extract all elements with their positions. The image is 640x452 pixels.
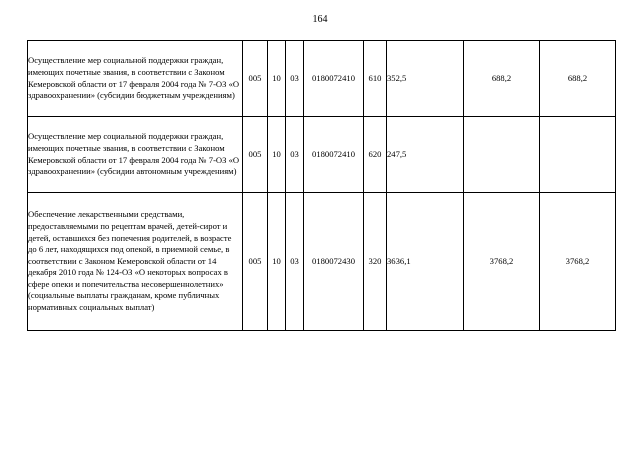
target-article-code: 0180072410 — [304, 117, 364, 193]
table-row — [28, 117, 616, 193]
amount-year-1: 352,5 — [387, 41, 464, 117]
section-code: 10 — [268, 41, 286, 117]
page-number: 164 — [312, 14, 328, 25]
amount-year-3 — [540, 117, 616, 193]
ministry-code: 005 — [243, 41, 268, 117]
expense-type-code: 610 — [364, 41, 387, 117]
ministry-code: 005 — [243, 117, 268, 193]
table-row — [28, 193, 616, 331]
row-description: Осуществление мер социальной поддержки граждан, имеющих почетные звания, в соответствии с Законом Кемеровской области от 17 февраля 2004 года № 7-ОЗ «О здравоохранении» (субсидии бюджетным учреждениям) — [28, 41, 243, 117]
amount-year-1: 3636,1 — [387, 193, 464, 331]
subsection-code: 03 — [286, 193, 304, 331]
subsection-code: 03 — [286, 117, 304, 193]
expense-type-code: 320 — [364, 193, 387, 331]
table-row — [28, 41, 616, 117]
amount-year-2: 3768,2 — [464, 193, 540, 331]
row-description: Обеспечение лекарственными средствами, предоставляемыми по рецептам врачей, детей-сирот и детей, оставшихся без попечения родителей, в возрасте до 6 лет, находящихся под опекой, в приемной семье, в соответствии с Законом Кемеровской области от 14 декабря 2010 года № 124-ОЗ «О некоторых вопросах в сфере опеки и попечительства несовершеннолетних» (социальные выплаты гражданам, кроме публичных нормативных социальных выплат) — [28, 193, 243, 331]
target-article-code: 0180072430 — [304, 193, 364, 331]
budget-table — [27, 40, 616, 331]
amount-year-3: 3768,2 — [540, 193, 616, 331]
amount-year-3: 688,2 — [540, 41, 616, 117]
ministry-code: 005 — [243, 193, 268, 331]
amount-year-1: 247,5 — [387, 117, 464, 193]
amount-year-2 — [464, 117, 540, 193]
expense-type-code: 620 — [364, 117, 387, 193]
row-description: Осуществление мер социальной поддержки граждан, имеющих почетные звания, в соответствии с Законом Кемеровской области от 17 февраля 2004 года № 7-ОЗ «О здравоохранении» (субсидии автономным учреждениям) — [28, 117, 243, 193]
section-code: 10 — [268, 117, 286, 193]
section-code: 10 — [268, 193, 286, 331]
target-article-code: 0180072410 — [304, 41, 364, 117]
subsection-code: 03 — [286, 41, 304, 117]
amount-year-2: 688,2 — [464, 41, 540, 117]
